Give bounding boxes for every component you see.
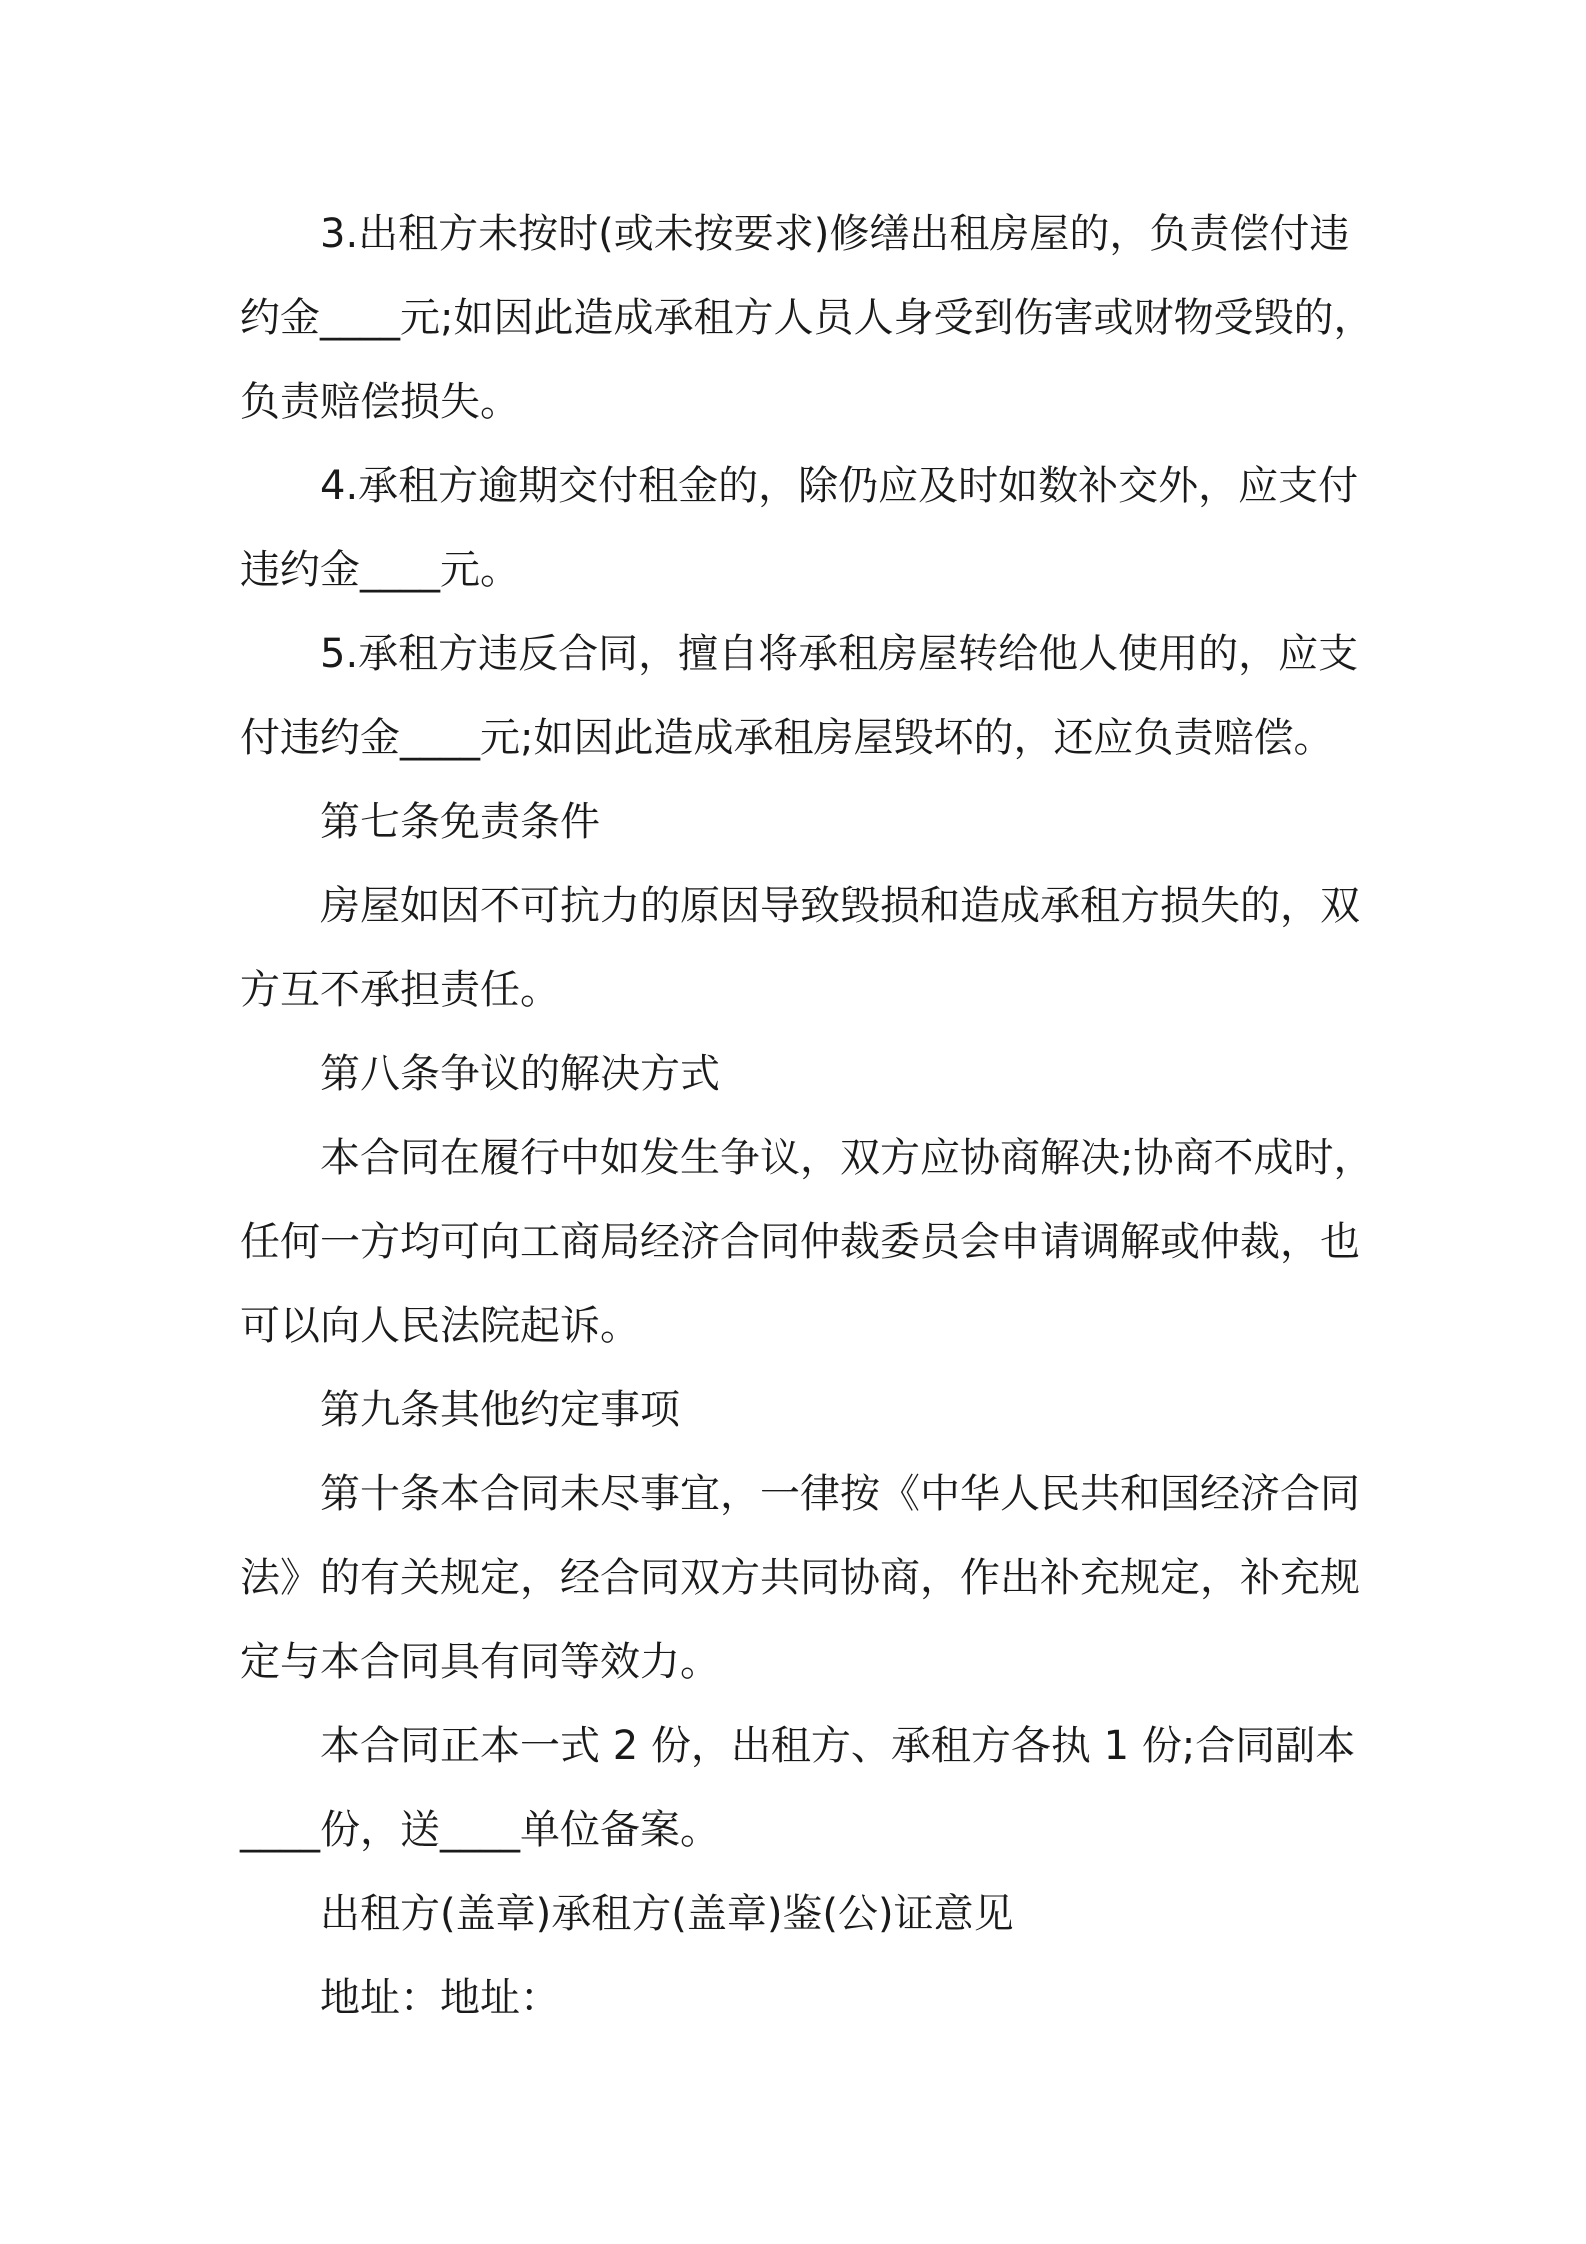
text-line: 任何一方均可向工商局经济合同仲裁委员会申请调解或仲裁，也 <box>240 1219 1360 1265</box>
text-line: 出租方(盖章)承租方(盖章)鉴(公)证意见 <box>320 1891 1014 1937</box>
text-line: 可以向人民法院起诉。 <box>240 1303 640 1349</box>
paragraph-penalty-repair <box>240 192 1374 444</box>
text-line: ____份，送____单位备案。 <box>240 1807 720 1853</box>
text-line: 约金____元;如因此造成承租方人员人身受到伤害或财物受毁的， <box>240 295 1374 341</box>
text-line: 付违约金____元;如因此造成承租房屋毁坏的，还应负责赔偿。 <box>240 715 1334 761</box>
document-body <box>240 192 1374 2040</box>
paragraph-copies <box>240 1704 1360 1872</box>
text-line: 违约金____元。 <box>240 547 520 593</box>
paragraph-article-10 <box>240 1452 1360 1704</box>
address-line <box>240 1956 1360 2040</box>
text-line: 第八条争议的解决方式 <box>320 1051 720 1097</box>
text-line: 本合同正本一式 2 份，出租方、承租方各执 1 份;合同副本 <box>320 1723 1356 1769</box>
text-line: 第七条免责条件 <box>320 799 600 845</box>
heading-article-8 <box>240 1032 1360 1116</box>
heading-article-7 <box>240 780 1360 864</box>
text-line: 定与本合同具有同等效力。 <box>240 1639 720 1685</box>
text-line: 法》的有关规定，经合同双方共同协商，作出补充规定，补充规 <box>240 1555 1360 1601</box>
text-line: 第十条本合同未尽事宜，一律按《中华人民共和国经济合同 <box>320 1471 1360 1517</box>
text-line: 3.出租方未按时(或未按要求)修缮出租房屋的，负责偿付违 <box>320 211 1350 257</box>
heading-article-9 <box>240 1368 1360 1452</box>
text-line: 方互不承担责任。 <box>240 967 560 1013</box>
text-line: 负责赔偿损失。 <box>240 379 520 425</box>
text-line: 5.承租方违反合同，擅自将承租房屋转给他人使用的，应支 <box>320 631 1359 677</box>
text-line: 房屋如因不可抗力的原因导致毁损和造成承租方损失的，双 <box>320 883 1360 929</box>
signature-parties-line <box>240 1872 1360 1956</box>
text-line: 本合同在履行中如发生争议，双方应协商解决;协商不成时， <box>320 1135 1374 1181</box>
paragraph-dispute-resolution <box>240 1116 1374 1368</box>
paragraph-sublet-breach <box>240 612 1360 780</box>
text-line: 4.承租方逾期交付租金的，除仍应及时如数补交外，应支付 <box>320 463 1359 509</box>
text-line: 第九条其他约定事项 <box>320 1387 680 1433</box>
paragraph-late-rent <box>240 444 1360 612</box>
text-line: 地址：地址： <box>320 1975 560 2021</box>
paragraph-force-majeure <box>240 864 1360 1032</box>
